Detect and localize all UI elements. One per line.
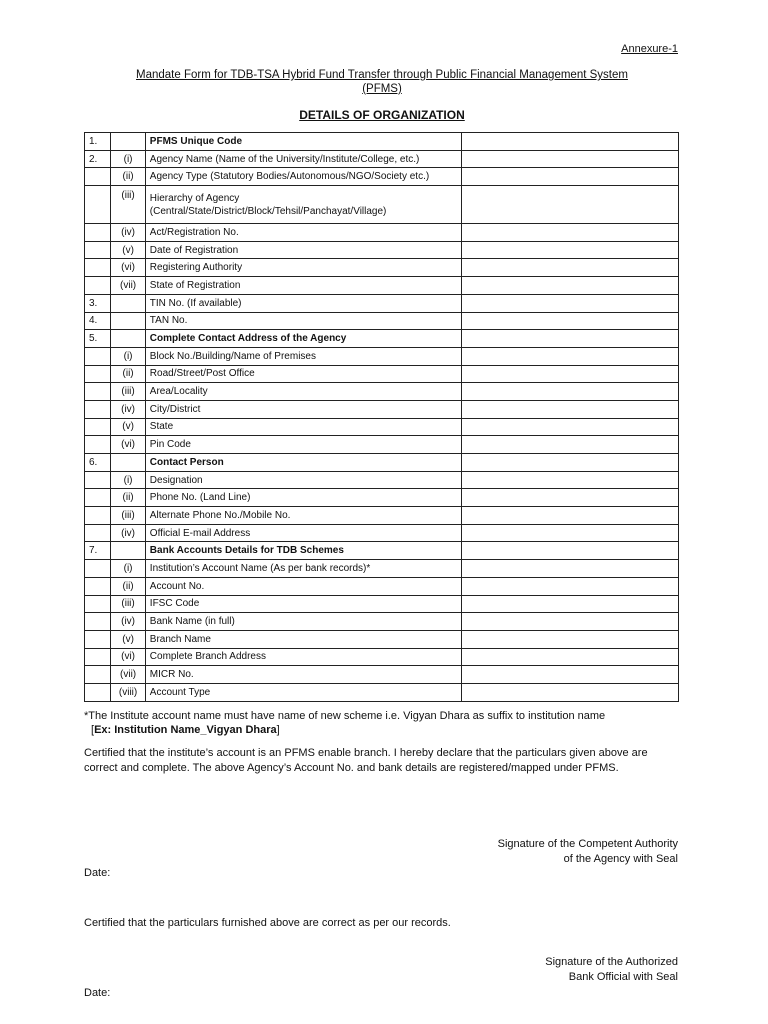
sub-item-number: (ii) — [111, 365, 145, 383]
signature1-line1: Signature of the Competent Authority — [497, 838, 678, 850]
sub-item-number: (vi) — [111, 648, 145, 666]
item-number — [85, 613, 111, 631]
date-label-agency: Date: — [84, 867, 111, 879]
sub-item-number: (v) — [111, 418, 145, 436]
table-row — [85, 241, 679, 259]
table-row — [85, 150, 679, 168]
field-label: IFSC Code — [145, 595, 461, 613]
signature-competent-authority — [498, 837, 678, 866]
table-row — [85, 471, 679, 489]
field-label: MICR No. — [145, 666, 461, 684]
signature2-line2: Bank Official with Seal — [568, 970, 678, 983]
field-value-blank[interactable] — [462, 489, 679, 507]
item-number — [85, 648, 111, 666]
table-row — [85, 560, 679, 578]
sub-item-number — [111, 330, 145, 348]
sub-item-number: (vii) — [111, 666, 145, 684]
sub-item-number: (iii) — [111, 383, 145, 401]
field-value-blank[interactable] — [462, 683, 679, 701]
item-number — [85, 241, 111, 259]
field-value-blank[interactable] — [462, 436, 679, 454]
field-value-blank[interactable] — [462, 224, 679, 242]
item-number — [85, 630, 111, 648]
field-value-blank[interactable] — [462, 241, 679, 259]
table-row — [85, 383, 679, 401]
field-label: Agency Name (Name of the University/Institute/College, etc.) — [145, 150, 461, 168]
item-number — [85, 471, 111, 489]
sub-item-number: (vi) — [111, 259, 145, 277]
sub-item-number: (iii) — [111, 186, 145, 224]
table-row — [85, 418, 679, 436]
field-value-blank[interactable] — [462, 418, 679, 436]
field-value-blank[interactable] — [462, 648, 679, 666]
field-label: TAN No. — [145, 312, 461, 330]
field-value-blank[interactable] — [462, 365, 679, 383]
table-row — [85, 648, 679, 666]
sub-item-number — [111, 312, 145, 330]
field-label: State of Registration — [145, 277, 461, 295]
field-label: Block No./Building/Name of Premises — [145, 347, 461, 365]
item-number — [85, 168, 111, 186]
table-row — [85, 168, 679, 186]
item-number — [85, 683, 111, 701]
field-label: Road/Street/Post Office — [145, 365, 461, 383]
table-row — [85, 365, 679, 383]
field-label: Alternate Phone No./Mobile No. — [145, 507, 461, 525]
table-row — [85, 507, 679, 525]
date-label-bank: Date: — [84, 987, 111, 999]
sub-item-number — [111, 542, 145, 560]
item-number — [85, 186, 111, 224]
field-value-blank[interactable] — [462, 542, 679, 560]
field-value-blank[interactable] — [462, 383, 679, 401]
item-number: 4. — [85, 312, 111, 330]
field-value-blank[interactable] — [462, 186, 679, 224]
item-number: 3. — [85, 294, 111, 312]
sub-item-number: (i) — [111, 560, 145, 578]
field-value-blank[interactable] — [462, 595, 679, 613]
table-row — [85, 436, 679, 454]
table-row — [85, 312, 679, 330]
table-row — [85, 577, 679, 595]
item-number — [85, 524, 111, 542]
table-row — [85, 224, 679, 242]
item-number — [85, 224, 111, 242]
institute-certification: Certified that the institute’s account is an PFMS enable branch. I hereby declare that the particulars given above are correct and complete. The above Agency’s Account No. and bank details are registered/mapped under PFMS. — [84, 747, 648, 774]
table-row — [85, 330, 679, 348]
table-row — [85, 613, 679, 631]
field-value-blank[interactable] — [462, 259, 679, 277]
field-label: Agency Type (Statutory Bodies/Autonomous/NGO/Society etc.) — [145, 168, 461, 186]
sub-item-number: (i) — [111, 150, 145, 168]
table-row — [85, 489, 679, 507]
sub-item-number: (ii) — [111, 489, 145, 507]
field-label: Account No. — [145, 577, 461, 595]
organization-details-table — [84, 132, 679, 702]
field-label: Date of Registration — [145, 241, 461, 259]
section-title: DETAILS OF ORGANIZATION — [299, 108, 465, 122]
field-value-blank[interactable] — [462, 613, 679, 631]
sub-item-number: (viii) — [111, 683, 145, 701]
field-label: Act/Registration No. — [145, 224, 461, 242]
field-label: State — [145, 418, 461, 436]
bank-certification: Certified that the particulars furnished above are correct as per our records. — [84, 917, 451, 929]
sub-item-number: (ii) — [111, 168, 145, 186]
item-number: 2. — [85, 150, 111, 168]
field-label: Official E-mail Address — [145, 524, 461, 542]
field-label: Designation — [145, 471, 461, 489]
item-number — [85, 400, 111, 418]
item-number — [85, 489, 111, 507]
signature-bank-official — [545, 955, 678, 984]
sub-item-number: (iv) — [111, 400, 145, 418]
field-label: City/District — [145, 400, 461, 418]
table-row — [85, 347, 679, 365]
sub-item-number: (iv) — [111, 613, 145, 631]
sub-item-number: (v) — [111, 241, 145, 259]
field-value-blank[interactable] — [462, 277, 679, 295]
field-label: Complete Contact Address of the Agency — [145, 330, 461, 348]
sub-item-number: (vi) — [111, 436, 145, 454]
item-number — [85, 383, 111, 401]
table-row — [85, 542, 679, 560]
annexure-label: Annexure-1 — [621, 43, 678, 55]
signature2-line1: Signature of the Authorized — [545, 956, 678, 968]
sub-item-number: (iv) — [111, 224, 145, 242]
field-value-blank[interactable] — [462, 507, 679, 525]
field-label: Bank Accounts Details for TDB Schemes — [145, 542, 461, 560]
sub-item-number — [111, 294, 145, 312]
example-open: [ — [91, 724, 95, 736]
field-value-blank[interactable] — [462, 524, 679, 542]
form-title — [84, 68, 680, 96]
table-row — [85, 630, 679, 648]
field-value-blank[interactable] — [462, 294, 679, 312]
field-label: Complete Branch Address — [145, 648, 461, 666]
sub-item-number — [111, 133, 145, 151]
field-value-blank[interactable] — [462, 400, 679, 418]
example-note — [91, 723, 280, 737]
sub-item-number: (vii) — [111, 277, 145, 295]
field-label: Branch Name — [145, 630, 461, 648]
item-number — [85, 560, 111, 578]
field-value-blank[interactable] — [462, 347, 679, 365]
field-label: TIN No. (If available) — [145, 294, 461, 312]
table-row — [85, 400, 679, 418]
field-value-blank[interactable] — [462, 577, 679, 595]
sub-item-number: (iii) — [111, 507, 145, 525]
table-row — [85, 595, 679, 613]
field-value-blank[interactable] — [462, 133, 679, 151]
table-row — [85, 524, 679, 542]
field-value-blank[interactable] — [462, 471, 679, 489]
item-number — [85, 507, 111, 525]
field-label: Phone No. (Land Line) — [145, 489, 461, 507]
sub-item-number: (iii) — [111, 595, 145, 613]
item-number: 5. — [85, 330, 111, 348]
field-label — [145, 186, 461, 224]
table-row — [85, 294, 679, 312]
table-row — [85, 186, 679, 224]
item-number — [85, 347, 111, 365]
sub-item-number: (iv) — [111, 524, 145, 542]
field-value-blank[interactable] — [462, 560, 679, 578]
table-row — [85, 454, 679, 472]
table-row — [85, 133, 679, 151]
item-number — [85, 595, 111, 613]
example-close: ] — [276, 724, 280, 736]
field-label: Contact Person — [145, 454, 461, 472]
item-number: 6. — [85, 454, 111, 472]
signature1-line2: of the Agency with Seal — [563, 852, 678, 865]
field-label-line2: (Central/State/District/Block/Tehsil/Panchayat/Village) — [149, 205, 387, 217]
field-value-blank[interactable] — [462, 630, 679, 648]
item-number — [85, 277, 111, 295]
field-label: Registering Authority — [145, 259, 461, 277]
item-number — [85, 259, 111, 277]
item-number — [85, 577, 111, 595]
sub-item-number: (ii) — [111, 577, 145, 595]
item-number — [85, 418, 111, 436]
field-label: Pin Code — [145, 436, 461, 454]
item-number — [85, 666, 111, 684]
field-value-blank[interactable] — [462, 168, 679, 186]
item-number — [85, 436, 111, 454]
field-label: Area/Locality — [145, 383, 461, 401]
sub-item-number: (i) — [111, 471, 145, 489]
field-value-blank[interactable] — [462, 454, 679, 472]
item-number: 1. — [85, 133, 111, 151]
form-title-line2: (PFMS) — [362, 83, 402, 95]
field-label: Account Type — [145, 683, 461, 701]
field-label: Bank Name (in full) — [145, 613, 461, 631]
sub-item-number: (i) — [111, 347, 145, 365]
item-number — [85, 365, 111, 383]
sub-item-number — [111, 454, 145, 472]
field-value-blank[interactable] — [462, 666, 679, 684]
example-text: Ex: Institution Name_Vigyan Dhara — [94, 724, 277, 736]
table-row — [85, 259, 679, 277]
field-label: PFMS Unique Code — [145, 133, 461, 151]
footnote: *The Institute account name must have name of new scheme i.e. Vigyan Dhara as suffix to institution name — [84, 710, 606, 722]
field-value-blank[interactable] — [462, 312, 679, 330]
field-label-line1: Hierarchy of Agency — [149, 192, 240, 204]
sub-item-number: (v) — [111, 630, 145, 648]
form-title-line1: Mandate Form for TDB-TSA Hybrid Fund Transfer through Public Financial Management System — [136, 69, 628, 81]
field-label: Institution’s Account Name (As per bank records)* — [145, 560, 461, 578]
field-value-blank[interactable] — [462, 330, 679, 348]
field-value-blank[interactable] — [462, 150, 679, 168]
table-row — [85, 666, 679, 684]
table-row — [85, 277, 679, 295]
item-number: 7. — [85, 542, 111, 560]
table-row — [85, 683, 679, 701]
